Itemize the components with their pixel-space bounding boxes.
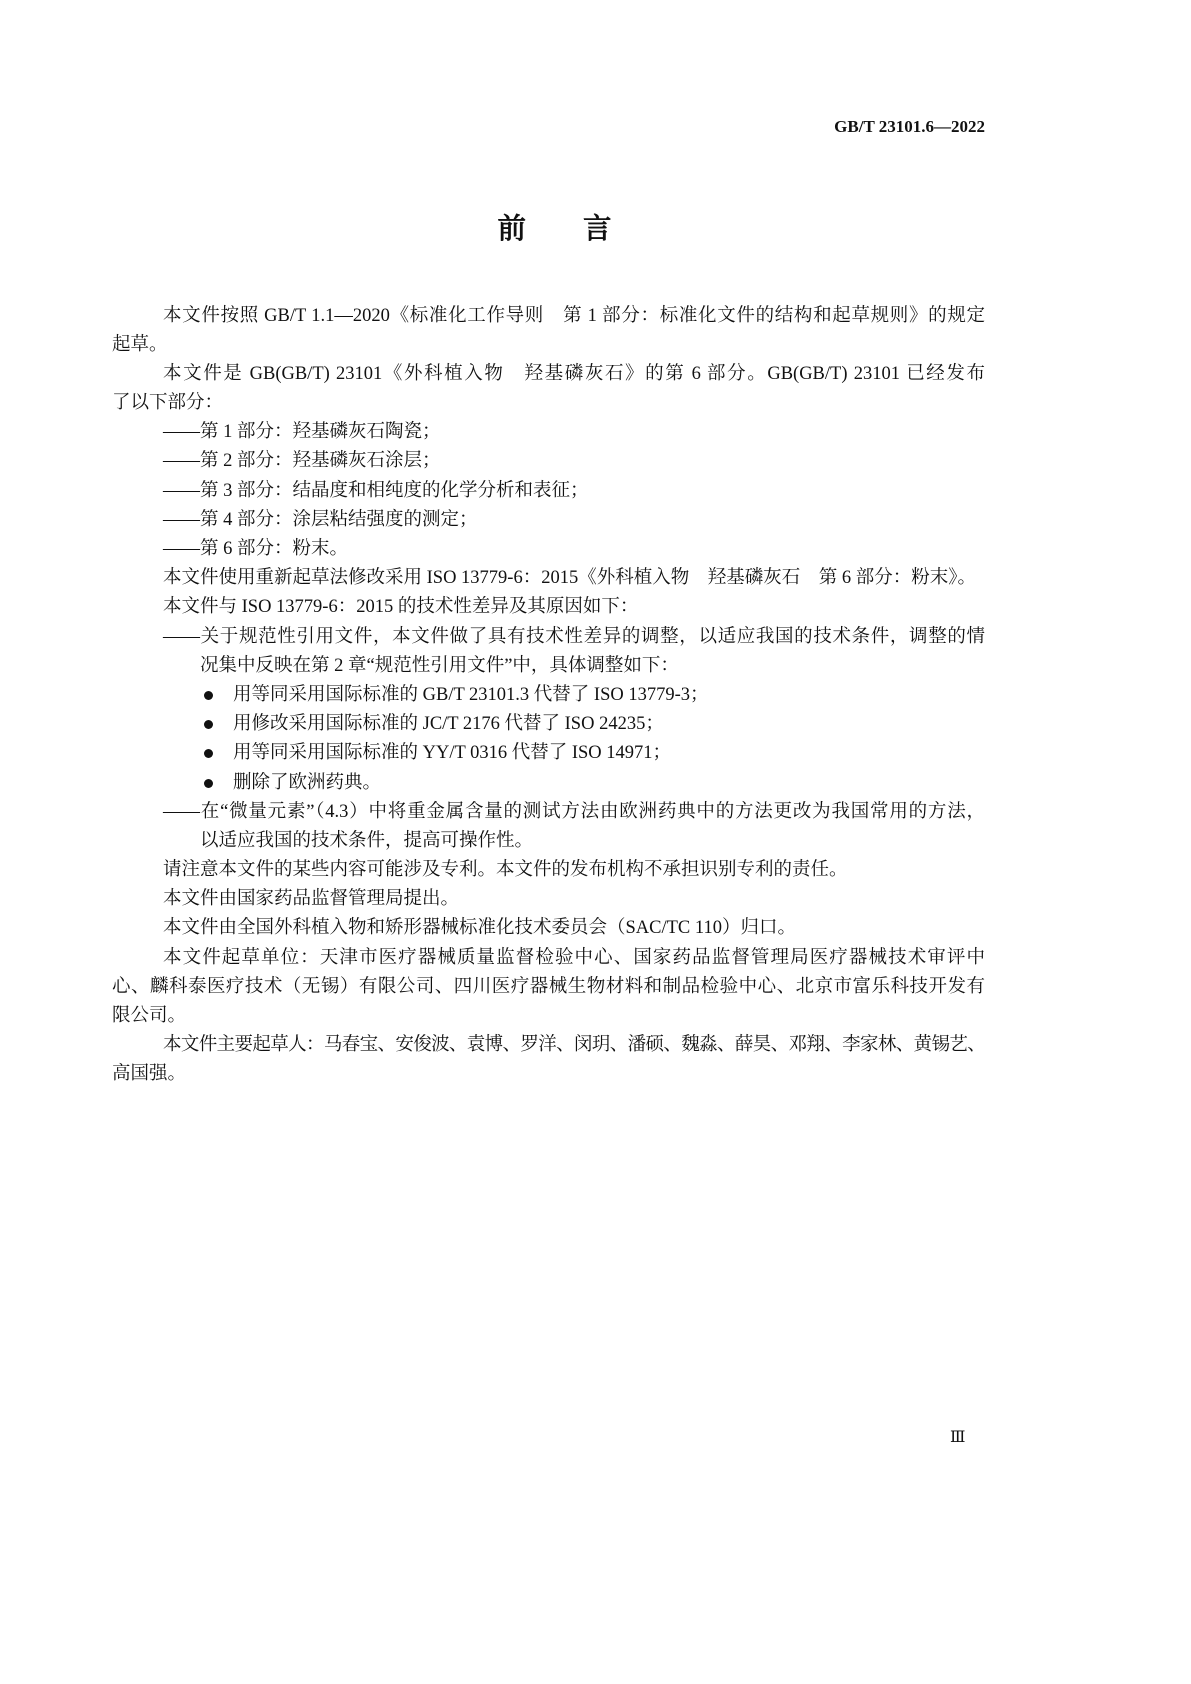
differences-list [112,623,985,857]
bullet-text: 用等同采用国际标准的 YY/T 0316 代替了 ISO 14971； [233,743,672,764]
text-line: 本文件是 GB(GB/T) 23101《外科植入物 羟基磷灰石》的第 6 部分。GB(GB/T) 23101 已经发布 [163,363,985,384]
list-item: ——第 1 部分：羟基磷灰石陶瓷； [163,422,441,443]
difference-item-normative-references [112,623,985,798]
text-line: ——关于规范性引用文件，本文件做了具有技术性差异的调整，以适应我国的技术条件，调整的情 [163,626,985,647]
list-item: ——第 2 部分：羟基磷灰石涂层； [163,451,441,472]
text-line: ——在“微量元素”（4.3）中将重金属含量的测试方法由欧洲药典中的方法更改为我国常用的方法， [163,801,985,822]
text-line: 本文件起草单位：天津市医疗器械质量监督检验中心、国家药品监督管理局医疗器械技术审评中 [163,947,985,968]
bullet-icon [204,691,213,700]
text-line: 况集中反映在第 2 章“规范性引用文件”中，具体调整如下： [200,655,679,676]
bullet-item [112,769,985,798]
paragraph-series-statement [112,360,985,418]
bullet-item [112,739,985,768]
bullet-item [112,681,985,710]
text-line: 了以下部分： [112,393,224,414]
page-title: 前 言 [497,214,612,245]
paragraph-proposed-by: 本文件由国家药品监督管理局提出。 [163,889,460,910]
bullet-item [112,710,985,739]
list-item: ——第 6 部分：粉末。 [163,539,349,559]
bullet-text: 用修改采用国际标准的 JC/T 2176 代替了 ISO 24235； [233,714,664,735]
paragraph-drafting-units [112,944,985,1032]
bullet-icon [204,720,213,729]
text-line: 限公司。 [112,1006,187,1026]
bullet-icon [204,779,213,788]
text-line: 心、麟科泰医疗技术（无锡）有限公司、四川医疗器械生物材料和制品检验中心、北京市富乐科技开发有 [112,976,985,997]
text-line: 本文件主要起草人：马春宝、安俊波、袁博、罗洋、闵玥、潘硕、魏淼、薛昊、邓翔、李家林、黄锡艺、 [163,1035,985,1056]
paragraph-adoption-statement: 本文件使用重新起草法修改采用 ISO 13779-6：2015《外科植入物 羟基磷灰石 第 6 部分：粉末》。 [163,568,976,589]
text-line: 以适应我国的技术条件，提高可操作性。 [200,830,534,851]
bullet-text: 删除了欧洲药典。 [233,772,382,793]
paragraph-drafting-basis [112,302,985,360]
paragraph-drafters [112,1031,985,1089]
bullet-icon [204,749,213,758]
published-parts-list [112,418,985,564]
paragraph-patent-notice: 请注意本文件的某些内容可能涉及专利。本文件的发布机构不承担识别专利的责任。 [163,860,848,881]
text-line: 本文件按照 GB/T 1.1—2020《标准化工作导则 第 1 部分：标准化文件的结构和起草规则》的规定 [163,305,985,326]
difference-item-trace-elements [112,798,985,856]
list-item: ——第 3 部分：结晶度和相纯度的化学分析和表征； [163,480,589,501]
bullet-text: 用等同采用国际标准的 GB/T 23101.3 代替了 ISO 13779-3； [233,684,709,705]
paragraph-centralized-by: 本文件由全国外科植入物和矫形器械标准化技术委员会（SAC/TC 110）归口。 [163,918,796,939]
preface-body [112,302,985,1090]
list-item: ——第 4 部分：涂层粘结强度的测定； [163,509,478,530]
text-line: 起草。 [112,334,168,355]
paragraph-differences-intro: 本文件与 ISO 13779-6：2015 的技术性差异及其原因如下： [163,597,639,618]
text-line: 高国强。 [112,1064,187,1085]
standard-number-header: GB/T 23101.6—2022 [834,117,985,136]
page-number: Ⅲ [950,1427,966,1446]
